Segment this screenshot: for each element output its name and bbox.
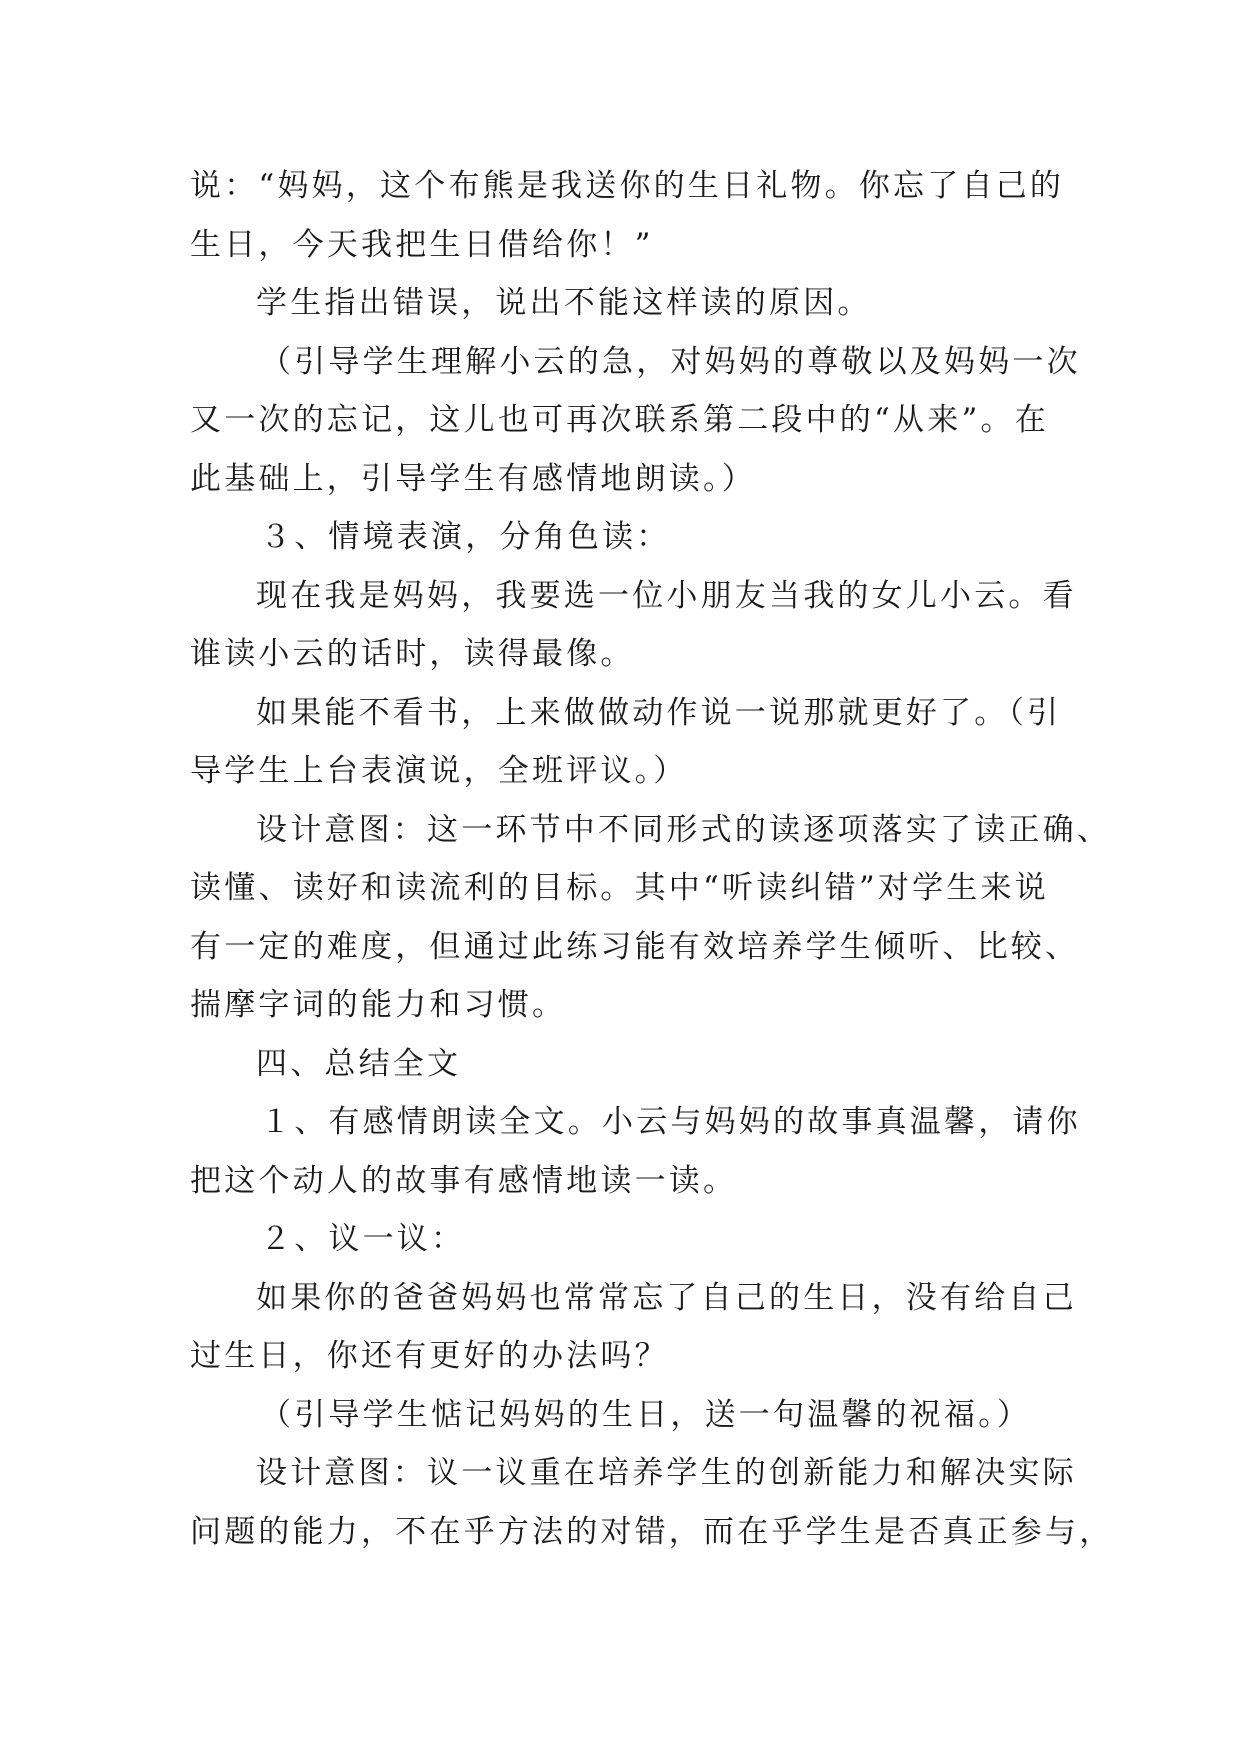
text-line: 如果你的爸爸妈妈也常常忘了自己的生日，没有给自己 xyxy=(256,1279,1077,1316)
text-line: 读懂、读好和读流利的目标。其中“听读纠错”对学生来说 xyxy=(190,870,1049,906)
text-line: 学生指出错误，说出不能这样读的原因。 xyxy=(256,285,872,321)
text-line: 设计意图：议一议重在培养学生的创新能力和解决实际 xyxy=(256,1455,1077,1491)
section-heading: １、有感情朗读全文。小云与妈妈的故事真温馨，请你 xyxy=(260,1104,1081,1140)
text-line: （引导学生理解小云的急，对妈妈的尊敬以及妈妈一次 xyxy=(260,343,1081,380)
section-heading: 四、总结全文 xyxy=(256,1045,462,1082)
text-line: 有一定的难度，但通过此练习能有效培养学生倾听、比较、 xyxy=(190,928,1080,965)
text-line: 又一次的忘记，这儿也可再次联系第二段中的“从来”。在 xyxy=(190,402,1049,438)
text-line: 谁读小云的话时，读得最像。 xyxy=(190,636,635,672)
text-line: 设计意图：这一环节中不同形式的读逐项落实了读正确、 xyxy=(256,811,1111,848)
section-heading: ３、情境表演，分角色读： xyxy=(260,519,671,555)
text-line: 此基础上，引导学生有感情地朗读。） xyxy=(190,460,756,497)
text-line: 导学生上台表演说，全班评议。） xyxy=(190,753,688,789)
text-line: 说：“妈妈，这个布熊是我送你的生日礼物。你忘了自己的 xyxy=(190,168,1065,204)
text-line: 如果能不看书，上来做做动作说一说那就更好了。（引 xyxy=(256,694,1062,731)
text-line: 生日，今天我把生日借给你！” xyxy=(190,226,654,263)
text-line: 现在我是妈妈，我要选一位小朋友当我的女儿小云。看 xyxy=(256,577,1077,614)
text-line: 过生日，你还有更好的办法吗？ xyxy=(190,1338,669,1374)
section-heading: ２、议一议： xyxy=(260,1221,466,1257)
text-line: （引导学生惦记妈妈的生日，送一句温馨的祝福。） xyxy=(260,1396,1032,1433)
text-line: 揣摩字词的能力和习惯。 xyxy=(190,987,567,1023)
text-line: 问题的能力，不在乎方法的对错，而在乎学生是否真正参与， xyxy=(190,1513,1114,1550)
text-line: 把这个动人的故事有感情地读一读。 xyxy=(190,1162,738,1199)
body-text xyxy=(190,157,1114,1561)
